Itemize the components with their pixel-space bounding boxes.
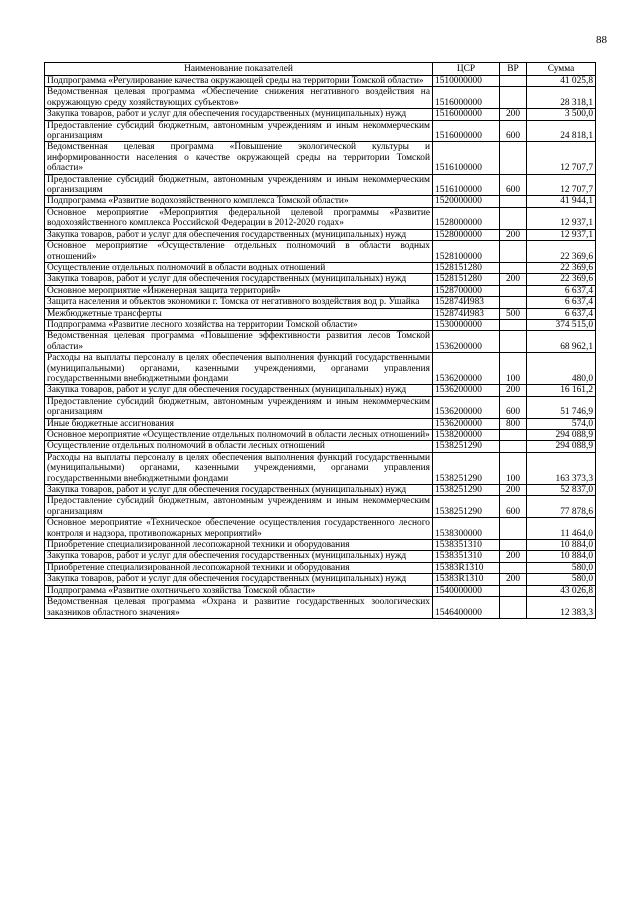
row-vr xyxy=(500,540,527,551)
row-name: Подпрограмма «Развитие лесного хозяйства на территории Томской области» xyxy=(45,319,433,330)
row-code: 1538300000 xyxy=(433,518,500,540)
row-name: Предоставление субсидий бюджетным, автономным учреждениям и иным некоммерческим организациям xyxy=(45,120,433,142)
row-code: 15383R1310 xyxy=(433,574,500,585)
row-code: 1516100000 xyxy=(433,142,500,174)
row-sum: 294 088,9 xyxy=(527,441,596,452)
row-name: Подпрограмма «Регулирование качества окружающей среды на территории Томской области» xyxy=(45,76,433,87)
row-code: 1536200000 xyxy=(433,396,500,418)
header-name: Наименование показателей xyxy=(45,63,433,76)
row-code: 1536200000 xyxy=(433,353,500,385)
row-name: Ведомственная целевая программа «Повышение экологической культуры и информированности населения о качестве окружающей среды на территории Томской области» xyxy=(45,142,433,174)
table-row xyxy=(45,585,596,596)
row-name: Закупка товаров, работ и услуг для обеспечения государственных (муниципальных) нужд xyxy=(45,485,433,496)
table-row xyxy=(45,331,596,353)
row-sum: 22 369,6 xyxy=(527,262,596,273)
row-code: 1536200000 xyxy=(433,331,500,353)
table-body xyxy=(45,76,596,619)
header-vr: ВР xyxy=(500,63,527,76)
row-sum: 11 464,0 xyxy=(527,518,596,540)
header-sum: Сумма xyxy=(527,63,596,76)
table-row xyxy=(45,353,596,385)
row-code: 1538251290 xyxy=(433,441,500,452)
row-code: 1536200000 xyxy=(433,385,500,396)
row-sum: 10 884,0 xyxy=(527,551,596,562)
row-code: 1520000000 xyxy=(433,196,500,207)
table-row xyxy=(45,241,596,263)
row-name: Закупка товаров, работ и услуг для обеспечения государственных (муниципальных) нужд xyxy=(45,109,433,120)
row-vr xyxy=(500,562,527,573)
row-code: 1516000000 xyxy=(433,109,500,120)
row-name: Закупка товаров, работ и услуг для обеспечения государственных (муниципальных) нужд xyxy=(45,229,433,240)
row-sum: 6 637,4 xyxy=(527,308,596,319)
row-name: Ведомственная целевая программа «Обеспечение снижения негативного воздействия на окружающую среду хозяйствующих субъектов» xyxy=(45,87,433,109)
row-vr xyxy=(500,441,527,452)
row-vr: 200 xyxy=(500,274,527,285)
row-name: Защита населения и объектов экономики г. Томска от негативного воздействия вод р. Ушайка xyxy=(45,297,433,308)
table-row xyxy=(45,518,596,540)
table-row xyxy=(45,76,596,87)
row-name: Иные бюджетные ассигнования xyxy=(45,418,433,429)
table-row xyxy=(45,597,596,619)
row-vr xyxy=(500,262,527,273)
table-header-row xyxy=(45,63,596,76)
table-row xyxy=(45,285,596,296)
table-row xyxy=(45,174,596,196)
row-code: 1516100000 xyxy=(433,174,500,196)
row-vr xyxy=(500,142,527,174)
table-row xyxy=(45,319,596,330)
row-name: Предоставление субсидий бюджетным, автономным учреждениям и иным некоммерческим организациям xyxy=(45,396,433,418)
table-row xyxy=(45,430,596,441)
row-name: Подпрограмма «Развитие охотничьего хозяйства Томской области» xyxy=(45,585,433,596)
row-sum: 6 637,4 xyxy=(527,285,596,296)
row-sum: 574,0 xyxy=(527,418,596,429)
row-sum: 77 878,6 xyxy=(527,496,596,518)
row-vr xyxy=(500,207,527,229)
row-sum: 580,0 xyxy=(527,574,596,585)
table-row xyxy=(45,441,596,452)
row-code: 152874И983 xyxy=(433,297,500,308)
row-vr: 200 xyxy=(500,485,527,496)
row-code: 1546400000 xyxy=(433,597,500,619)
row-name: Основное мероприятие «Осуществление отдельных полномочий в области водных отношений» xyxy=(45,241,433,263)
row-sum: 22 369,6 xyxy=(527,241,596,263)
row-vr: 100 xyxy=(500,452,527,484)
row-sum: 163 373,3 xyxy=(527,452,596,484)
row-vr xyxy=(500,196,527,207)
row-code: 1528000000 xyxy=(433,207,500,229)
row-vr: 200 xyxy=(500,551,527,562)
row-vr xyxy=(500,297,527,308)
row-vr xyxy=(500,87,527,109)
table-row xyxy=(45,496,596,518)
table-row xyxy=(45,396,596,418)
row-sum: 28 318,1 xyxy=(527,87,596,109)
row-vr xyxy=(500,319,527,330)
row-vr xyxy=(500,597,527,619)
row-sum: 12 707,7 xyxy=(527,174,596,196)
row-sum: 3 500,0 xyxy=(527,109,596,120)
row-name: Закупка товаров, работ и услуг для обеспечения государственных (муниципальных) нужд xyxy=(45,574,433,585)
row-name: Межбюджетные трансферты xyxy=(45,308,433,319)
row-sum: 24 818,1 xyxy=(527,120,596,142)
row-vr: 200 xyxy=(500,109,527,120)
table-row xyxy=(45,229,596,240)
row-vr: 200 xyxy=(500,229,527,240)
row-vr: 100 xyxy=(500,353,527,385)
row-vr: 500 xyxy=(500,308,527,319)
row-vr xyxy=(500,241,527,263)
table-row xyxy=(45,120,596,142)
row-vr: 600 xyxy=(500,120,527,142)
page-number: 88 xyxy=(596,34,607,46)
row-vr: 200 xyxy=(500,385,527,396)
header-code: ЦСР xyxy=(433,63,500,76)
row-vr: 600 xyxy=(500,496,527,518)
row-sum: 580,0 xyxy=(527,562,596,573)
row-code: 1516000000 xyxy=(433,87,500,109)
row-sum: 16 161,2 xyxy=(527,385,596,396)
row-code: 1530000000 xyxy=(433,319,500,330)
row-sum: 41 025,8 xyxy=(527,76,596,87)
row-sum: 6 637,4 xyxy=(527,297,596,308)
table-row xyxy=(45,274,596,285)
row-vr xyxy=(500,285,527,296)
row-name: Закупка товаров, работ и услуг для обеспечения государственных (муниципальных) нужд xyxy=(45,274,433,285)
row-vr xyxy=(500,76,527,87)
row-code: 152874И983 xyxy=(433,308,500,319)
row-vr xyxy=(500,518,527,540)
row-code: 1538351310 xyxy=(433,551,500,562)
row-vr: 800 xyxy=(500,418,527,429)
table-row xyxy=(45,142,596,174)
row-name: Ведомственная целевая программа «Повышение эффективности развития лесов Томской области» xyxy=(45,331,433,353)
row-code: 1528100000 xyxy=(433,241,500,263)
row-code: 1536200000 xyxy=(433,418,500,429)
row-vr xyxy=(500,585,527,596)
row-sum: 41 944,1 xyxy=(527,196,596,207)
row-code: 1528151280 xyxy=(433,262,500,273)
table-row xyxy=(45,385,596,396)
row-code: 1528700000 xyxy=(433,285,500,296)
table-row xyxy=(45,297,596,308)
row-code: 1540000000 xyxy=(433,585,500,596)
row-name: Осуществление отдельных полномочий в области водных отношений xyxy=(45,262,433,273)
table-row xyxy=(45,87,596,109)
table-row xyxy=(45,452,596,484)
row-vr: 600 xyxy=(500,174,527,196)
row-name: Основное мероприятие «Осуществление отдельных полномочий в области лесных отношений» xyxy=(45,430,433,441)
row-name: Расходы на выплаты персоналу в целях обеспечения выполнения функций государственными (муниципальными) органами, казенными учреждениями, органами управления государственными внебюджетными фондами xyxy=(45,452,433,484)
table-row xyxy=(45,308,596,319)
row-name: Основное мероприятие «Техническое обеспечение осуществления государственного лесного контроля и надзора, противопожарных мероприятий» xyxy=(45,518,433,540)
row-sum: 12 707,7 xyxy=(527,142,596,174)
row-name: Предоставление субсидий бюджетным, автономным учреждениям и иным некоммерческим организациям xyxy=(45,174,433,196)
row-name: Приобретение специализированной лесопожарной техники и оборудования xyxy=(45,562,433,573)
row-name: Закупка товаров, работ и услуг для обеспечения государственных (муниципальных) нужд xyxy=(45,385,433,396)
row-name: Закупка товаров, работ и услуг для обеспечения государственных (муниципальных) нужд xyxy=(45,551,433,562)
table-row xyxy=(45,196,596,207)
row-sum: 480,0 xyxy=(527,353,596,385)
row-code: 1528151280 xyxy=(433,274,500,285)
row-name: Основное мероприятие «Мероприятия федеральной целевой программы «Развитие водохозяйственного комплекса Российской Федерации в 2012-2020 годах» xyxy=(45,207,433,229)
row-sum: 12 937,1 xyxy=(527,207,596,229)
row-code: 1528000000 xyxy=(433,229,500,240)
table-row xyxy=(45,574,596,585)
row-name: Основное мероприятие «Инженерная защита территорий» xyxy=(45,285,433,296)
row-code: 15383R1310 xyxy=(433,562,500,573)
table-row xyxy=(45,109,596,120)
table-row xyxy=(45,207,596,229)
row-code: 1538251290 xyxy=(433,452,500,484)
row-sum: 52 837,0 xyxy=(527,485,596,496)
row-name: Осуществление отдельных полномочий в области лесных отношений xyxy=(45,441,433,452)
table-row xyxy=(45,262,596,273)
row-sum: 374 515,0 xyxy=(527,319,596,330)
row-name: Подпрограмма «Развитие водохозяйственного комплекса Томской области» xyxy=(45,196,433,207)
table-row xyxy=(45,485,596,496)
row-vr xyxy=(500,430,527,441)
row-sum: 12 937,1 xyxy=(527,229,596,240)
row-code: 1538251290 xyxy=(433,496,500,518)
budget-table xyxy=(44,62,596,619)
row-sum: 294 088,9 xyxy=(527,430,596,441)
row-code: 1510000000 xyxy=(433,76,500,87)
row-name: Расходы на выплаты персоналу в целях обеспечения выполнения функций государственными (муниципальными) органами, казенными учреждениями, органами управления государственными внебюджетными фондами xyxy=(45,353,433,385)
row-vr: 600 xyxy=(500,396,527,418)
table-row xyxy=(45,551,596,562)
row-name: Предоставление субсидий бюджетным, автономным учреждениям и иным некоммерческим организациям xyxy=(45,496,433,518)
row-sum: 43 026,8 xyxy=(527,585,596,596)
row-sum: 22 369,6 xyxy=(527,274,596,285)
row-code: 1516000000 xyxy=(433,120,500,142)
row-sum: 10 884,0 xyxy=(527,540,596,551)
table-row xyxy=(45,562,596,573)
row-vr xyxy=(500,331,527,353)
row-code: 1538351310 xyxy=(433,540,500,551)
row-vr: 200 xyxy=(500,574,527,585)
row-name: Ведомственная целевая программа «Охрана и развитие государственных зоологических заказников областного значения» xyxy=(45,597,433,619)
row-sum: 68 962,1 xyxy=(527,331,596,353)
row-name: Приобретение специализированной лесопожарной техники и оборудования xyxy=(45,540,433,551)
row-code: 1538251290 xyxy=(433,485,500,496)
row-sum: 51 746,9 xyxy=(527,396,596,418)
table-row xyxy=(45,418,596,429)
table-row xyxy=(45,540,596,551)
row-sum: 12 383,3 xyxy=(527,597,596,619)
row-code: 1538200000 xyxy=(433,430,500,441)
